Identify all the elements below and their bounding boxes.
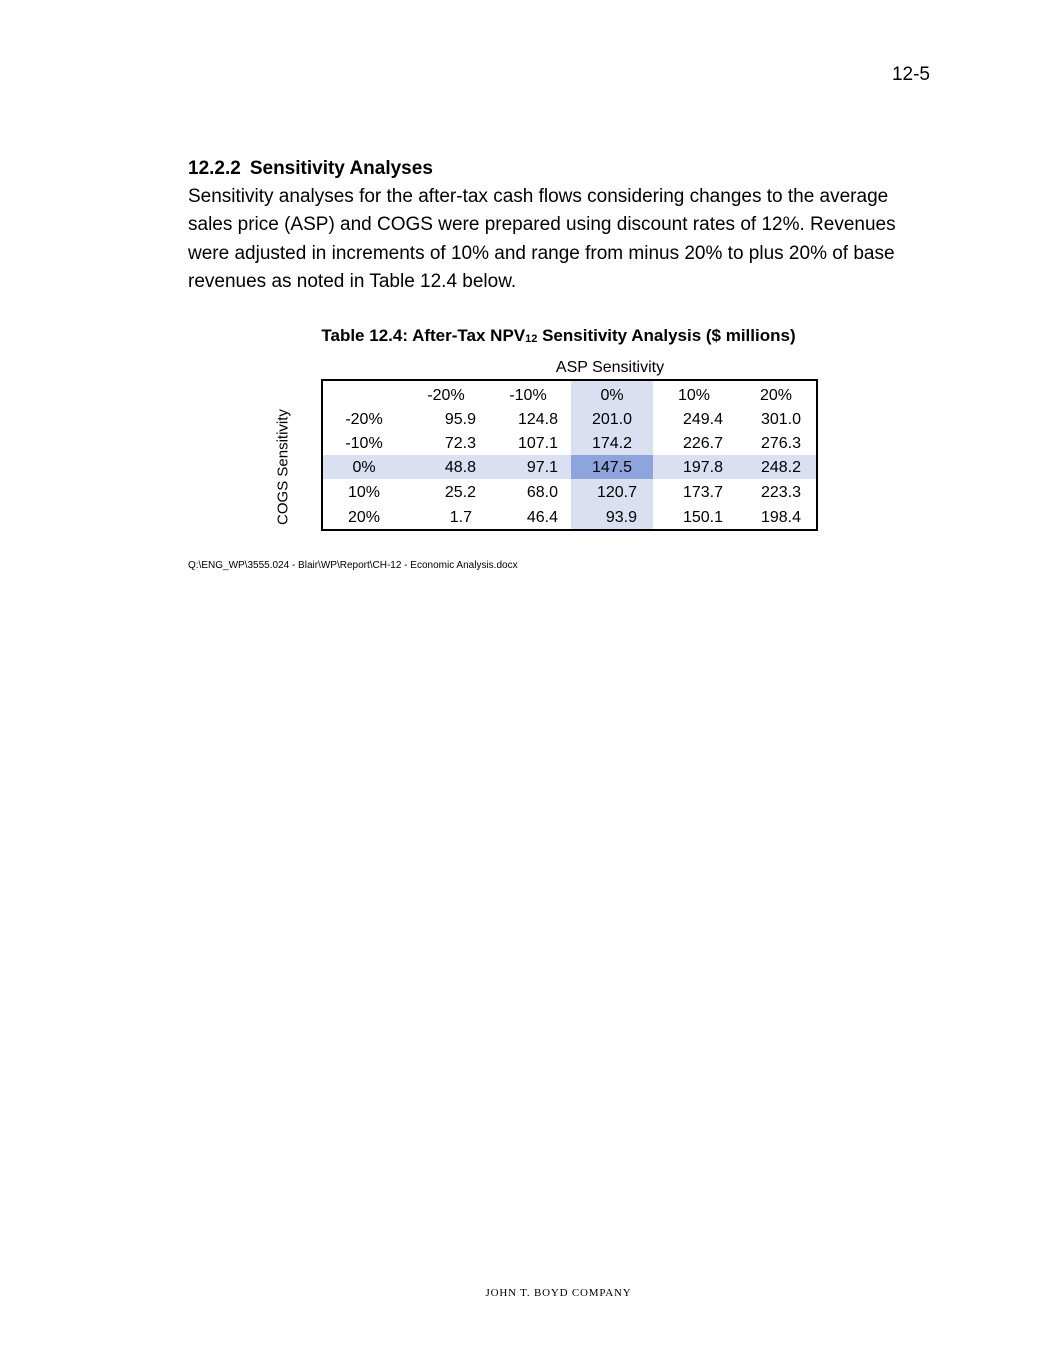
table-cell: 174.2: [591, 435, 633, 452]
table-cell: 68.0: [526, 484, 558, 501]
table-cell: 248.2: [760, 459, 801, 476]
table-row: [323, 506, 816, 530]
header-row: [323, 384, 816, 408]
table-cell: 147.5: [591, 459, 633, 476]
section-title: Sensitivity Analyses: [249, 158, 433, 179]
table-cell: 249.4: [682, 411, 723, 428]
table-cell: 150.1: [682, 509, 723, 526]
table-row: [323, 481, 816, 505]
column-axis-label: ASP Sensitivity: [555, 359, 665, 376]
table-cell: 198.4: [760, 509, 801, 526]
caption-suffix: Sensitivity Analysis ($ millions): [537, 326, 796, 345]
row-header: 10%: [347, 484, 381, 501]
table-cell: 48.8: [444, 459, 476, 476]
column-header: 0%: [600, 387, 624, 404]
column-header: 10%: [677, 387, 711, 404]
table-caption: [0, 326, 1055, 346]
section-heading: [188, 158, 433, 180]
column-header: 20%: [759, 387, 793, 404]
sensitivity-table: [321, 379, 818, 531]
table-cell: 124.8: [517, 411, 558, 428]
row-axis-label: COGS Sensitivity: [274, 409, 292, 525]
table-cell: 301.0: [760, 411, 801, 428]
table-cell: 46.4: [526, 509, 558, 526]
document-file-path: Q:\ENG_WP\3555.024 - Blair\WP\Report\CH-12 - Economic Analysis.docx: [188, 560, 518, 571]
table-cell: 173.7: [682, 484, 723, 501]
section-number: 12.2.2: [188, 158, 241, 179]
caption-prefix: Table 12.4: After-Tax NPV: [321, 326, 526, 345]
table-cell: 276.3: [760, 435, 801, 452]
row-header: 20%: [347, 509, 381, 526]
table-cell: 201.0: [591, 411, 633, 428]
table-cell: 25.2: [444, 484, 476, 501]
table-cell: 95.9: [444, 411, 476, 428]
table-cell: 1.7: [449, 509, 472, 526]
column-header: -20%: [427, 387, 465, 404]
table-cell: 72.3: [444, 435, 476, 452]
table-row: [323, 432, 816, 456]
row-header: 0%: [352, 459, 376, 476]
page-number: 12-5: [891, 64, 930, 85]
table-row: [323, 456, 816, 480]
section-body: Sensitivity analyses for the after-tax cash flows considering changes to the average sales price (ASP) and COGS were prepared using discount rates of 12%. Revenues were adjusted in increments of 10% and range from minus 20% to plus 20% of base revenues as noted in Table 12.4 below.: [188, 186, 896, 292]
table-cell: 97.1: [526, 459, 558, 476]
row-header: -20%: [345, 411, 383, 428]
table-row: [323, 408, 816, 432]
row-header: -10%: [345, 435, 383, 452]
table-cell: 93.9: [605, 509, 637, 526]
caption-subscript: 12: [525, 333, 538, 345]
table-cell: 223.3: [760, 484, 801, 501]
column-header: -10%: [509, 387, 547, 404]
table-cell: 226.7: [682, 435, 723, 452]
table-cell: 107.1: [517, 435, 558, 452]
company-footer: JOHN T. BOYD COMPANY: [485, 1287, 632, 1299]
table-cell: 120.7: [596, 484, 637, 501]
table-cell: 197.8: [682, 459, 723, 476]
